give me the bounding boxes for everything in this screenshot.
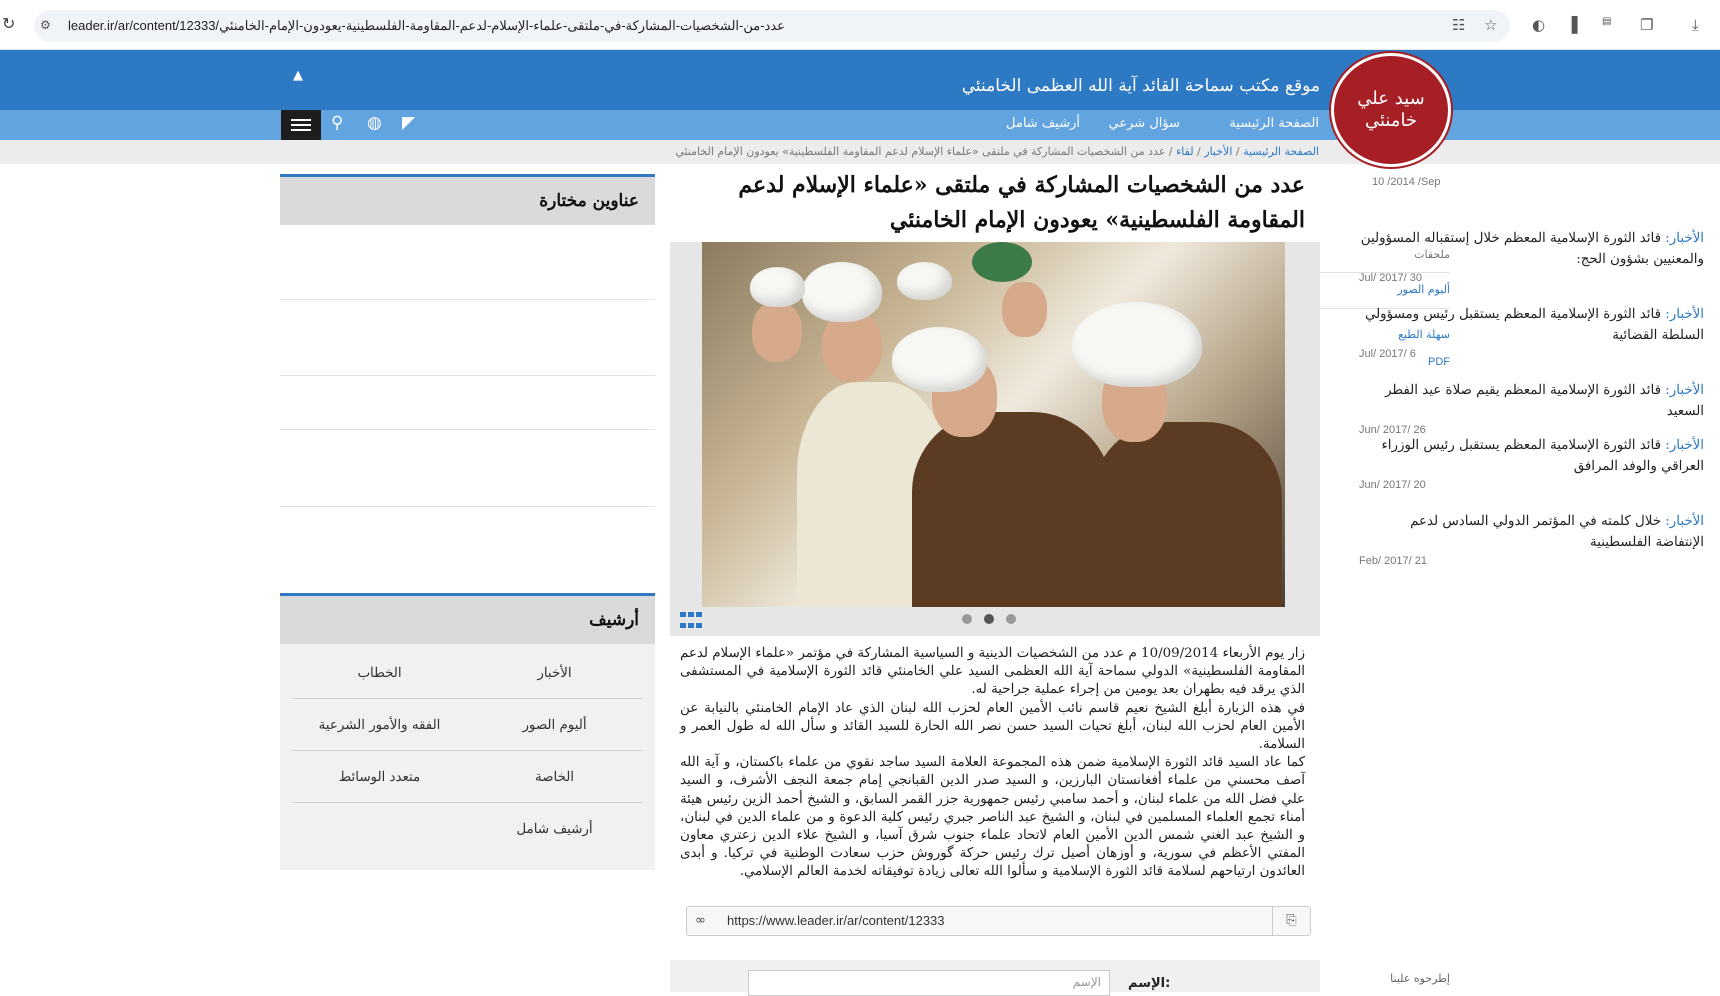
featured-item-date: 26 /2017 /Jun [1359, 424, 1426, 436]
user-icon[interactable]: ▲ [293, 68, 303, 83]
article-title: عدد من الشخصيات المشاركة في ملتقى «علماء الإسلام لدعم المقاومة الفلسطينية» يعودون الإمام الخامنئي [738, 172, 1305, 233]
featured-box [280, 174, 655, 583]
featured-item[interactable] [1359, 511, 1704, 567]
photo-album-link[interactable]: أليوم الصور [1397, 283, 1450, 296]
address-bar[interactable] [34, 10, 1510, 42]
breadcrumb-current: عدد من الشخصيات المشاركة في ملتقى «علماء الإسلام لدعم المقاومة الفلسطينية» يعودون الإمام الخامنئي [675, 145, 1166, 158]
featured-item-date: 20 /2017 /Jun [1359, 479, 1426, 491]
archive-photo-album[interactable]: أليوم الصور [467, 700, 642, 751]
photo-slider[interactable] [670, 242, 1320, 636]
featured-item[interactable] [1359, 304, 1704, 360]
rss-icon[interactable]: ◤ [402, 113, 416, 133]
featured-item-category[interactable]: الأخبار: [1665, 231, 1704, 246]
featured-item[interactable] [1359, 435, 1704, 491]
site-header [0, 50, 1720, 110]
dvd-extension-icon[interactable]: ▤ [1602, 16, 1612, 27]
translate-icon[interactable]: ☷ [1452, 16, 1466, 34]
name-label: الإسم: [1128, 976, 1171, 991]
extensions-puzzle-icon[interactable]: ❐ [1640, 16, 1654, 34]
breadcrumb-meeting[interactable]: لقاء [1176, 145, 1194, 158]
featured-item-category[interactable]: الأخبار: [1665, 438, 1704, 453]
archive-heading: أرشيف [589, 610, 639, 630]
featured-item-title[interactable]: قائد الثورة الإسلامية المعظم يستقبل رئيس ومسؤولي السلطة القضائية [1364, 307, 1704, 343]
article-date: 10 /2014 /Sep [1372, 176, 1441, 188]
site-settings-icon[interactable]: ⚙ [40, 18, 51, 32]
share-link-box [686, 906, 1311, 936]
archive-header [280, 596, 655, 644]
menu-button[interactable] [281, 110, 321, 140]
suggest-label[interactable]: إطرحوه علينا [1390, 972, 1450, 985]
globe-icon[interactable]: ◍ [367, 113, 382, 133]
share-link-input[interactable]: https://www.leader.ir/ar/content/12333 [727, 913, 945, 928]
featured-item-date: 30 /2017 /Jul [1359, 272, 1423, 284]
nav-full-archive[interactable]: أرشيف شامل [1006, 116, 1080, 131]
featured-header [280, 177, 655, 225]
featured-item-category[interactable]: الأخبار: [1665, 307, 1704, 322]
pdf-link[interactable]: PDF [1428, 356, 1450, 368]
featured-item[interactable] [1359, 380, 1704, 436]
featured-item-title[interactable]: قائد الثورة الإسلامية المعظم يقيم صلاة عيد الفطر السعيد [1385, 383, 1704, 419]
archive-multimedia[interactable]: متعدد الوسائط [292, 752, 467, 803]
breadcrumb: الصفحة الرئيسية / الأخبار / لقاء / عدد من الشخصيات المشاركة في ملتقى «علماء الإسلام لدعم المقاومة الفلسطينية» يعودون الإمام الخامنئي [675, 145, 1319, 158]
divider [280, 299, 655, 300]
browser-toolbar [0, 0, 1720, 50]
archive-speeches[interactable]: الخطاب [292, 648, 467, 699]
link-icon: ∞ [695, 913, 706, 928]
gallery-grid-icon[interactable] [680, 612, 704, 632]
divider [280, 506, 655, 507]
divider [280, 429, 655, 430]
featured-item-title[interactable]: خلال كلمته في المؤتمر الدولي السادس لدعم الإنتفاضة الفلسطينية [1410, 514, 1704, 550]
site-title[interactable]: موقع مكتب سماحة القائد آية الله العظمى الخامنئي [961, 76, 1320, 96]
name-field[interactable]: الإسم [748, 970, 1110, 996]
featured-item[interactable] [1359, 228, 1704, 284]
featured-item-title[interactable]: قائد الثورة الإسلامية المعظم يستقبل رئيس الوزراء العراقي والوفد المرافق [1381, 438, 1704, 474]
article-body [680, 645, 1305, 882]
archive-full[interactable]: أرشيف شامل [516, 822, 593, 837]
slider-dot-active[interactable] [984, 614, 994, 624]
slider-dots [962, 614, 1016, 624]
archive-special[interactable]: الخاصة [467, 752, 642, 803]
copy-icon[interactable]: ⎘ [1272, 907, 1310, 935]
attachments-label: ملحقات [1414, 248, 1450, 261]
url-text[interactable]: leader.ir/ar/content/12333/عدد-من-الشخصيات-المشاركة-في-ملتقى-علماء-الإسلام-لدعم-المقاومة-الفلسطينية-يعودون-الإمام-الخامنئي [68, 18, 785, 33]
article-photo [702, 242, 1285, 607]
featured-item-title[interactable]: قائد الثورة الإسلامية المعظم خلال إستقباله المسؤولين والمعنيين بشؤون الحج: [1360, 231, 1704, 267]
article-paragraph: كما عاد السيد قائد الثورة الإسلامية ضمن هذه المجموعة العلامة السيد ساجد نقوي من علماء باكستان، و آية الله آصف محسني من علماء أفغانستان البارزين، و السيد صدر الدين القبانجي إمام جمعة النجف الأشرف، و السيد علي فضل الله من علماء لبنان، و أحمد سامبي رئيس جمهورية جزر القمر السابق، و الشيخ أحمد الزين رئيس هيئة أمناء تجمع العلماء المسلمين في لبنان، و الشيخ عبد الناصر جبري رئيس كلية الدعوة و من علماء الدين في لبنان، و الشيخ عبد الغني شمس الدين الأمين العام لاتحاد علماء جنوب شرق آسيا، و الشيخ علاء الدين زعتري معاون المفتي الأعظم في سورية، و أوزهان أصيل ترك رئيس حركة گوروش حزب سعادت الوطنية في تركيا. و أبدى العائدون ارتياحهم لسلامة قائد الثورة الإسلامية و سألوا الله تعالى زيادة توفيقاته لخدمة العالم الإسلامي. [680, 755, 1306, 880]
nav-home[interactable]: الصفحة الرئيسية [1229, 116, 1319, 131]
main-nav [0, 110, 1720, 140]
audio-extension-icon[interactable]: ▐ [1566, 16, 1578, 34]
breadcrumb-home[interactable]: الصفحة الرئيسية [1243, 145, 1319, 158]
featured-item-date: 6 /2017 /Jul [1359, 348, 1416, 360]
bookmark-star-icon[interactable]: ☆ [1484, 16, 1498, 34]
archive-jurisprudence[interactable]: الفقه والأمور الشرعية [292, 700, 467, 751]
featured-item-category[interactable]: الأخبار: [1665, 514, 1704, 529]
featured-item-date: 21 /2017 /Feb [1359, 555, 1427, 567]
slider-dot[interactable] [962, 614, 972, 624]
article-paragraph: في هذه الزيارة أبلغ الشيخ نعيم قاسم نائب الأمين العام لحزب الله لبنان الذي عاد الإمام الخامنئي بالنيابة عن الأمين العام لحزب الله لبنان، أبلغ تحيات السيد حسن نصر الله الحارة للسيد القائد و سأل الله له طول العمر و السلامة. [680, 700, 1305, 753]
slider-dot[interactable] [1006, 614, 1016, 624]
featured-heading: عناوين مختارة [539, 191, 639, 211]
search-icon[interactable]: ⚲ [331, 113, 344, 133]
breadcrumb-news[interactable]: الأخبار [1204, 145, 1233, 158]
download-icon[interactable]: ⤓ [1692, 16, 1699, 34]
featured-item-category[interactable]: الأخبار: [1665, 383, 1704, 398]
archive-news[interactable]: الأخبار [467, 648, 642, 699]
extension-icon[interactable]: ◐ [1532, 16, 1546, 34]
site-logo[interactable] [1331, 53, 1451, 167]
article-paragraph: زار يوم الأربعاء 10/09/2014 م عدد من الشخصيات الدينية و السياسية المشاركة في مؤتمر «علماء الإسلام لدعم المقاومة الفلسطينية» الدولي سماحة آية الله العظمى السيد علي الخامنئي قائد الثورة الإسلامية في المستشفى الذي يرقد فيه بطهران بعد يومين من إجراء عملية جراحية له. [680, 646, 1305, 698]
reload-icon[interactable]: ↻ [2, 14, 16, 33]
nav-sharia-question[interactable]: سؤال شرعي [1108, 116, 1180, 131]
print-link[interactable]: سهلة الطبع [1398, 328, 1450, 341]
divider [280, 375, 655, 376]
logo-text: سيد علي خامنئي [1357, 88, 1425, 131]
